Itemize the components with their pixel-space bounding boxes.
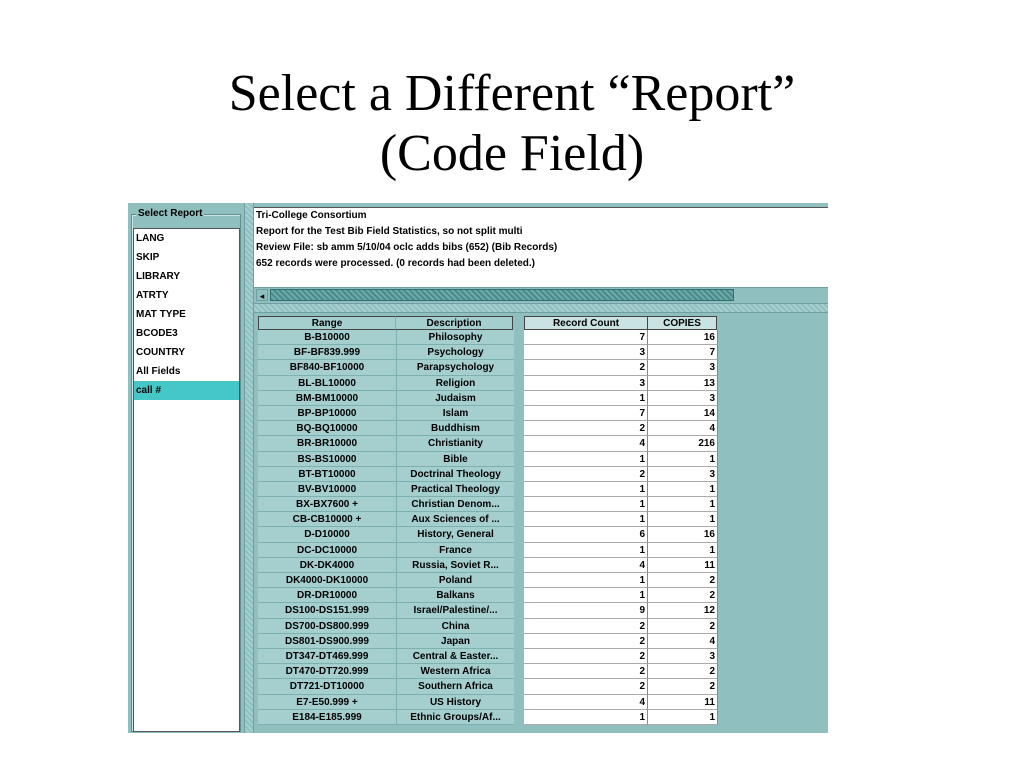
description-cell: Bible [396, 452, 514, 467]
copies-cell: 2 [648, 619, 718, 634]
copies-cell: 3 [648, 467, 718, 482]
counts-table-row[interactable] [524, 376, 718, 391]
description-cell: History, General [396, 527, 514, 542]
copies-cell: 4 [648, 634, 718, 649]
copies-cell: 4 [648, 421, 718, 436]
range-table-row[interactable] [258, 649, 518, 664]
counts-table-row[interactable] [524, 710, 718, 725]
report-list-item[interactable]: SKIP [136, 252, 160, 263]
range-table-row[interactable] [258, 330, 518, 345]
record-count-cell: 2 [524, 619, 648, 634]
range-table-row[interactable] [258, 695, 518, 710]
copies-cell: 2 [648, 679, 718, 694]
copies-cell: 3 [648, 391, 718, 406]
record-count-cell: 2 [524, 467, 648, 482]
range-table-row[interactable] [258, 558, 518, 573]
report-window [128, 203, 828, 733]
range-cell: BF840-BF10000 [258, 360, 396, 375]
description-cell: Judaism [396, 391, 514, 406]
range-table-row[interactable] [258, 376, 518, 391]
copies-cell: 11 [648, 558, 718, 573]
report-info-line: 652 records were processed. (0 records had been deleted.) [256, 258, 536, 269]
range-table-row[interactable] [258, 467, 518, 482]
counts-table-row[interactable] [524, 497, 718, 512]
record-count-cell: 2 [524, 664, 648, 679]
report-list-item[interactable]: call # [134, 381, 239, 400]
counts-table [524, 316, 718, 725]
range-cell: E7-E50.999 + [258, 695, 396, 710]
range-cell: B-B10000 [258, 330, 396, 345]
copies-cell: 3 [648, 649, 718, 664]
range-cell: CB-CB10000 + [258, 512, 396, 527]
record-count-cell: 6 [524, 527, 648, 542]
counts-table-row[interactable] [524, 649, 718, 664]
record-count-cell: 4 [524, 695, 648, 710]
range-table-row[interactable] [258, 573, 518, 588]
copies-cell: 1 [648, 512, 718, 527]
copies-cell: 1 [648, 482, 718, 497]
horizontal-splitter[interactable] [254, 303, 828, 313]
range-table-row[interactable] [258, 482, 518, 497]
description-cell: Russia, Soviet R... [396, 558, 514, 573]
range-cell: BR-BR10000 [258, 436, 396, 451]
record-count-cell: 2 [524, 679, 648, 694]
record-count-cell: 1 [524, 543, 648, 558]
range-table-row[interactable] [258, 603, 518, 618]
range-cell: DS801-DS900.999 [258, 634, 396, 649]
record-count-cell: 1 [524, 497, 648, 512]
range-table-row[interactable] [258, 345, 518, 360]
range-table-row[interactable] [258, 588, 518, 603]
description-cell: Ethnic Groups/Af... [396, 710, 514, 725]
description-cell: Buddhism [396, 421, 514, 436]
counts-table-row[interactable] [524, 573, 718, 588]
range-cell: E184-E185.999 [258, 710, 396, 725]
counts-table-row[interactable] [524, 619, 718, 634]
slide-title-line1: Select a Different “Report” [228, 65, 796, 122]
counts-table-row[interactable] [524, 603, 718, 618]
report-info-area [254, 207, 828, 288]
range-table-row[interactable] [258, 527, 518, 542]
record-count-cell: 1 [524, 573, 648, 588]
record-count-cell: 2 [524, 634, 648, 649]
range-cell: DT347-DT469.999 [258, 649, 396, 664]
description-cell: Balkans [396, 588, 514, 603]
counts-table-row[interactable] [524, 634, 718, 649]
range-table-row[interactable] [258, 360, 518, 375]
record-count-cell: 1 [524, 588, 648, 603]
copies-cell: 12 [648, 603, 718, 618]
record-count-cell: 3 [524, 376, 648, 391]
description-cell: Parapsychology [396, 360, 514, 375]
range-cell: BT-BT10000 [258, 467, 396, 482]
range-table-row[interactable] [258, 634, 518, 649]
report-list[interactable] [133, 228, 240, 732]
scroll-thumb[interactable] [270, 289, 734, 301]
scroll-left-arrow-icon[interactable]: ◂ [256, 289, 268, 301]
description-cell: Islam [396, 406, 514, 421]
copies-cell: 2 [648, 588, 718, 603]
copies-cell: 1 [648, 452, 718, 467]
report-list-item[interactable]: COUNTRY [136, 347, 186, 358]
counts-table-row[interactable] [524, 558, 718, 573]
vertical-splitter[interactable] [244, 203, 254, 733]
record-count-cell: 4 [524, 436, 648, 451]
range-cell: DK-DK4000 [258, 558, 396, 573]
description-cell: Doctrinal Theology [396, 467, 514, 482]
range-cell: DT721-DT10000 [258, 679, 396, 694]
record-count-cell: 2 [524, 649, 648, 664]
select-report-title: Select Report [138, 208, 203, 219]
counts-table-row[interactable] [524, 695, 718, 710]
report-list-item[interactable]: LIBRARY [136, 271, 181, 282]
counts-table-row[interactable] [524, 330, 718, 345]
copies-cell: 1 [648, 710, 718, 725]
counts-table-row[interactable] [524, 452, 718, 467]
record-count-cell: 1 [524, 482, 648, 497]
copies-cell: 1 [648, 497, 718, 512]
description-cell: Christian Denom... [396, 497, 514, 512]
counts-table-row[interactable] [524, 360, 718, 375]
record-count-cell: 1 [524, 391, 648, 406]
record-count-cell: 2 [524, 360, 648, 375]
description-cell: Israel/Palestine/... [396, 603, 514, 618]
counts-table-row[interactable] [524, 467, 718, 482]
report-list-item[interactable]: MAT TYPE [136, 309, 186, 320]
counts-table-row[interactable] [524, 527, 718, 542]
range-cell: DR-DR10000 [258, 588, 396, 603]
description-cell: Aux Sciences of ... [396, 512, 514, 527]
record-count-cell: 4 [524, 558, 648, 573]
range-cell: BV-BV10000 [258, 482, 396, 497]
range-cell: BP-BP10000 [258, 406, 396, 421]
counts-table-row[interactable] [524, 482, 718, 497]
report-list-item[interactable]: ATRTY [136, 290, 169, 301]
range-table-row[interactable] [258, 421, 518, 436]
description-cell: China [396, 619, 514, 634]
description-cell: Japan [396, 634, 514, 649]
description-cell: France [396, 543, 514, 558]
report-list-item[interactable]: LANG [136, 233, 165, 244]
counts-table-row[interactable] [524, 512, 718, 527]
range-table-row[interactable] [258, 543, 518, 558]
range-cell: DT470-DT720.999 [258, 664, 396, 679]
description-cell: Practical Theology [396, 482, 514, 497]
record-count-cell: 7 [524, 330, 648, 345]
range-cell: BS-BS10000 [258, 452, 396, 467]
range-cell: BM-BM10000 [258, 391, 396, 406]
description-cell: Southern Africa [396, 679, 514, 694]
report-info-line: Review File: sb amm 5/10/04 oclc adds bibs (652) (Bib Records) [256, 242, 558, 253]
counts-table-row[interactable] [524, 543, 718, 558]
counts-table-row[interactable] [524, 406, 718, 421]
report-list-item[interactable]: All Fields [136, 366, 181, 377]
range-table-row[interactable] [258, 679, 518, 694]
description-cell: Psychology [396, 345, 514, 360]
copies-cell: 3 [648, 360, 718, 375]
select-report-panel [128, 203, 244, 733]
range-cell: DS100-DS151.999 [258, 603, 396, 618]
counts-table-row[interactable] [524, 391, 718, 406]
horizontal-scrollbar[interactable] [254, 287, 828, 302]
range-table-row[interactable] [258, 512, 518, 527]
report-info-line: Tri-College Consortium [256, 210, 367, 221]
copies-cell: 13 [648, 376, 718, 391]
copies-cell: 216 [648, 436, 718, 451]
report-info-line: Report for the Test Bib Field Statistics, so not split multi [256, 226, 523, 237]
counts-table-row[interactable] [524, 664, 718, 679]
range-cell: BQ-BQ10000 [258, 421, 396, 436]
range-table [258, 316, 518, 725]
counts-table-row[interactable] [524, 436, 718, 451]
counts-table-row[interactable] [524, 421, 718, 436]
slide-title [0, 64, 1024, 184]
range-table-row[interactable] [258, 391, 518, 406]
copies-cell: 7 [648, 345, 718, 360]
description-cell: Poland [396, 573, 514, 588]
description-cell: US History [396, 695, 514, 710]
range-table-header [258, 316, 518, 330]
copies-cell: 2 [648, 573, 718, 588]
description-cell: Christianity [396, 436, 514, 451]
counts-table-row[interactable] [524, 588, 718, 603]
copies-column-header[interactable]: COPIES [647, 316, 717, 330]
range-table-row[interactable] [258, 406, 518, 421]
record-count-cell: 3 [524, 345, 648, 360]
record-count-cell: 9 [524, 603, 648, 618]
counts-table-row[interactable] [524, 345, 718, 360]
description-cell: Religion [396, 376, 514, 391]
slide-title-line2: (Code Field) [379, 125, 645, 182]
report-list-item[interactable]: BCODE3 [136, 328, 178, 339]
range-cell: BL-BL10000 [258, 376, 396, 391]
range-cell: DC-DC10000 [258, 543, 396, 558]
counts-table-row[interactable] [524, 679, 718, 694]
report-output-panel [254, 203, 828, 733]
range-cell: D-D10000 [258, 527, 396, 542]
range-cell: DK4000-DK10000 [258, 573, 396, 588]
copies-cell: 16 [648, 527, 718, 542]
counts-table-header [524, 316, 718, 330]
record-count-cell: 2 [524, 421, 648, 436]
range-table-row[interactable] [258, 664, 518, 679]
record-count-cell: 1 [524, 452, 648, 467]
range-table-row[interactable] [258, 710, 518, 725]
copies-cell: 16 [648, 330, 718, 345]
range-cell: DS700-DS800.999 [258, 619, 396, 634]
range-table-row[interactable] [258, 452, 518, 467]
description-cell: Western Africa [396, 664, 514, 679]
description-column-header[interactable]: Description [395, 316, 513, 330]
description-cell: Central & Easter... [396, 649, 514, 664]
range-column-header[interactable]: Range [258, 316, 396, 330]
range-table-row[interactable] [258, 497, 518, 512]
range-cell: BX-BX7600 + [258, 497, 396, 512]
record-count-column-header[interactable]: Record Count [524, 316, 648, 330]
record-count-cell: 1 [524, 512, 648, 527]
copies-cell: 1 [648, 543, 718, 558]
copies-cell: 14 [648, 406, 718, 421]
copies-cell: 2 [648, 664, 718, 679]
record-count-cell: 1 [524, 710, 648, 725]
range-cell: BF-BF839.999 [258, 345, 396, 360]
record-count-cell: 7 [524, 406, 648, 421]
description-cell: Philosophy [396, 330, 514, 345]
range-table-row[interactable] [258, 436, 518, 451]
copies-cell: 11 [648, 695, 718, 710]
range-table-row[interactable] [258, 619, 518, 634]
